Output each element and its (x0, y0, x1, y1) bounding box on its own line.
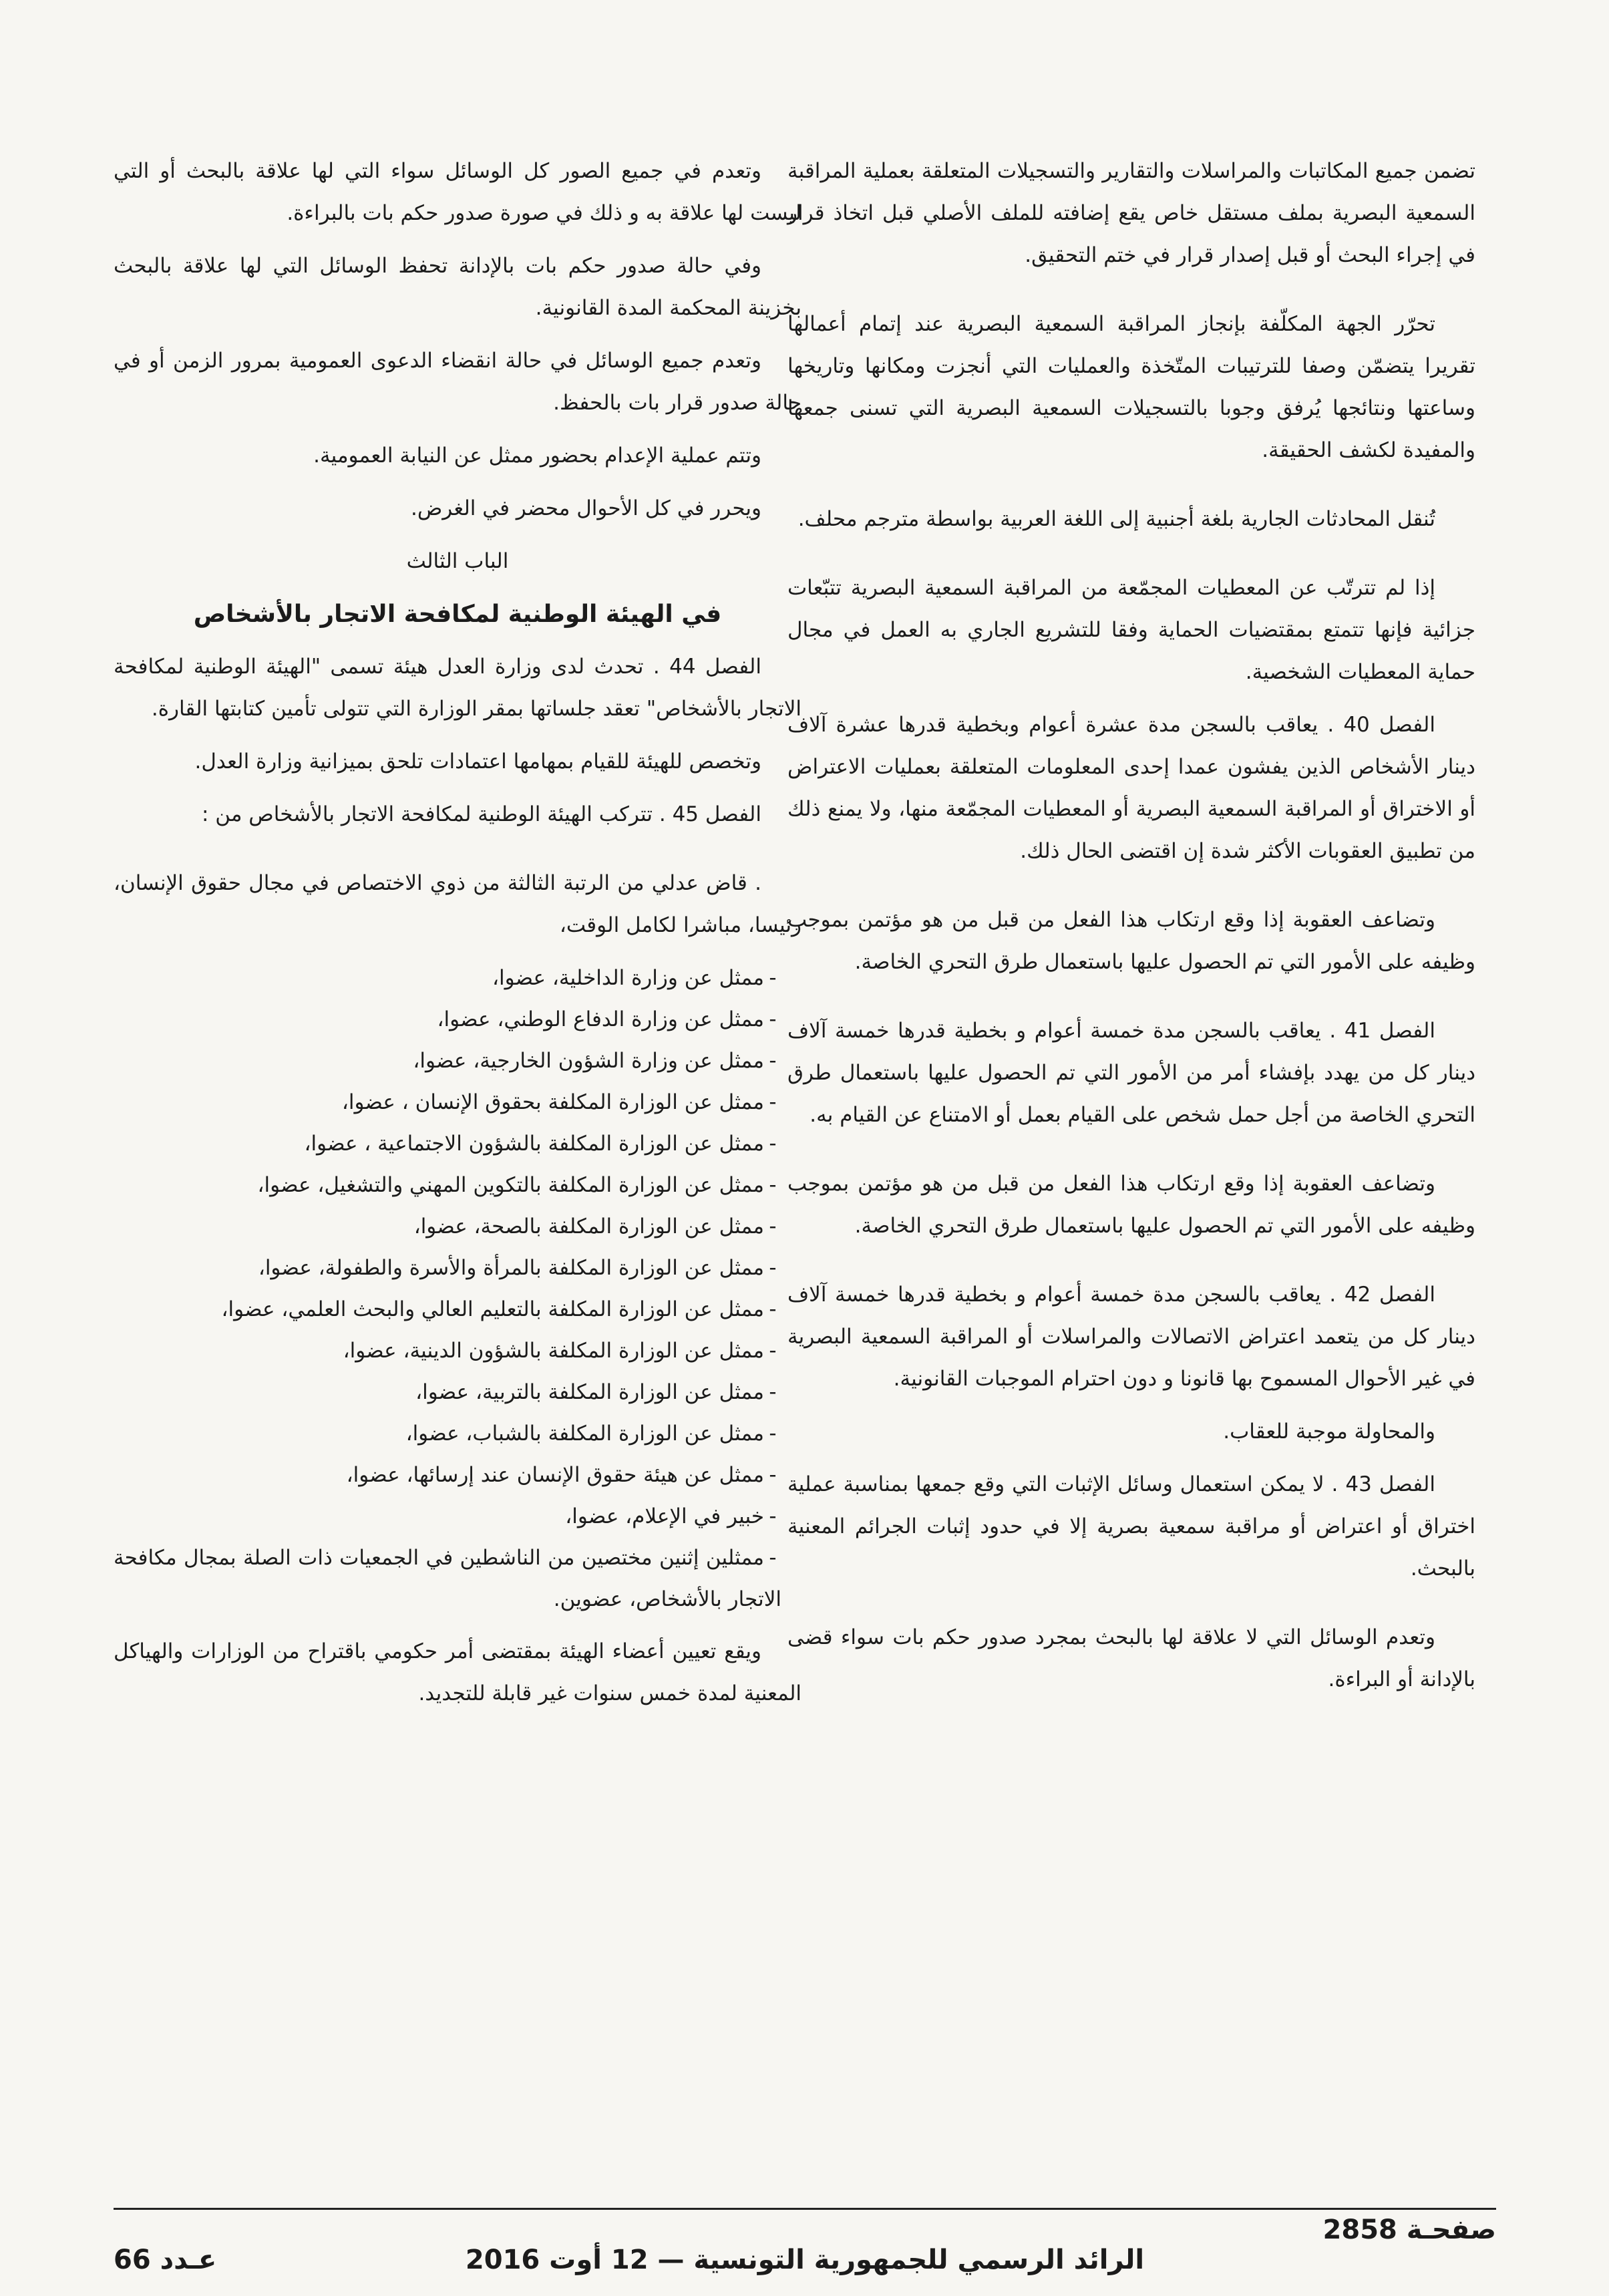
paragraph: والمحاولة موجبة للعقاب. (1223, 1420, 1435, 1444)
article-41: الفصل 41 . يعاقب بالسجن مدة خمسة أعوام و بخطية قدرها خمسة آلاف دينار كل من يهدد بإفشاء أمر من الأمور التي تم الحصول عليها باستعمال طرق التحري الخاصة من أجل حمل شخص على القيام بعمل أو الامتناع عن القيام به. (787, 1019, 1475, 1127)
paragraph: وتضاعف العقوبة إذا وقع ارتكاب هذا الفعل من قبل من هو مؤتمن بموجب وظيفه على الأمور التي تم الحصول عليها باستعمال طرق التحري الخاصة. (787, 908, 1475, 974)
list-item: -ممثل عن الوزارة المكلفة بالتكوين المهني والتشغيل، عضوا، (257, 1173, 777, 1197)
article-43: الفصل 43 . لا يمكن استعمال وسائل الإثبات التي وقع جمعها بمناسبة عملية اختراق أو اعتراض أو مراقبة سمعية بصرية إلا في حدود إثبات الجرائم المعنية بالبحث. (787, 1472, 1475, 1581)
president-item (114, 862, 801, 947)
chapter-label: الباب الثالث (406, 549, 509, 573)
chapter-title: في الهيئة الوطنية لمكافحة الاتجار بالأشخاص (193, 601, 722, 628)
list-item: -ممثل عن الوزارة المكلفة بحقوق الإنسان ، عضوا، (341, 1090, 777, 1114)
list-item: -ممثل عن الوزارة المكلفة بالشؤون الدينية، عضوا، (343, 1339, 777, 1363)
president-text: قاض عدلي من الرتبة الثالثة من ذوي الاختصاص في مجال حقوق الإنسان، رئيسا، مباشرا لكامل الوقت، (114, 871, 801, 937)
paragraph: تحرّر الجهة المكلّفة بإنجاز المراقبة السمعية البصرية عند إتمام أعمالها تقريرا يتضمّن وصفا للترتيبات المتّخذة والعمليات التي أنجزت ومكانها وتاريخها وساعتها ونتائجها يُرفق وجوبا بالتسجيلات السمعية البصرية التي تسنى جمعها والمفيدة لكشف الحقيقة. (787, 312, 1475, 462)
list-item: -ممثل عن وزارة الداخلية، عضوا، (492, 966, 777, 990)
footer-divider (114, 2208, 1496, 2210)
left-column (114, 150, 801, 1726)
paragraph: وتتم عملية الإعدام بحضور ممثل عن النيابة العمومية. (313, 444, 761, 468)
paragraph: وتعدم جميع الوسائل في حالة انقضاء الدعوى العمومية بمرور الزمن أو في حالة صدور قرار بات بالحفظ. (114, 349, 801, 415)
members-list (114, 957, 801, 1620)
list-item: -خبير في الإعلام، عضوا، (565, 1504, 777, 1528)
list-item: -ممثل عن الوزارة المكلفة بالمرأة والأسرة والطفولة، عضوا، (258, 1256, 777, 1280)
article-40: الفصل 40 . يعاقب بالسجن مدة عشرة أعوام وبخطية قدرها عشرة آلاف دينار الأشخاص الذين يفشون عمدا إحدى المعلومات المتعلقة بعمليات الاعتراض أو الاختراق أو المراقبة السمعية البصرية أو المعطيات المجمّعة منها، ولا يمنع ذلك من تطبيق العقوبات الأكثر شدة إن اقتضى الحال ذلك. (787, 713, 1475, 863)
paragraph: تُنقل المحادثات الجارية بلغة أجنبية إلى اللغة العربية بواسطة مترجم محلف. (797, 507, 1435, 531)
article-42: الفصل 42 . يعاقب بالسجن مدة خمسة أعوام و بخطية قدرها خمسة آلاف دينار كل من يتعمد اعتراض الاتصالات والمراسلات أو المراقبة السمعية البصرية في غير الأحوال المسموح بها قانونا و دون احترام الموجبات القانونية. (787, 1283, 1475, 1391)
list-item: -ممثل عن الوزارة المكلفة بالصحة، عضوا، (413, 1214, 777, 1239)
paragraph: وتعدم الوسائل التي لا علاقة لها بالبحث بمجرد صدور حكم بات سواء قضى بالإدانة أو البراءة. (787, 1625, 1475, 1691)
list-item: -ممثل عن وزارة الشؤون الخارجية، عضوا، (413, 1049, 777, 1073)
list-item: -ممثل عن الوزارة المكلفة بالتعليم العالي والبحث العلمي، عضوا، (221, 1297, 777, 1321)
list-item: -ممثلين إثنين مختصين من الناشطين في الجمعيات ذات الصلة بمجال مكافحة الاتجار بالأشخاص، عضوين. (114, 1546, 781, 1611)
paragraph: وتخصص للهيئة للقيام بمهامها اعتمادات تلحق بميزانية وزارة العدل. (194, 750, 761, 774)
list-item: -ممثل عن وزارة الدفاع الوطني، عضوا، (437, 1007, 777, 1031)
paragraph: وتضاعف العقوبة إذا وقع ارتكاب هذا الفعل من قبل من هو مؤتمن بموجب وظيفه على الأمور التي تم الحصول عليها باستعمال طرق التحري الخاصة. (787, 1172, 1475, 1238)
paragraph: وتعدم في جميع الصور كل الوسائل سواء التي لها علاقة بالبحث أو التي ليست لها علاقة به و ذلك في صورة صدور حكم بات بالبراءة. (114, 159, 801, 225)
journal-title: الرائد الرسمي للجمهورية التونسية — 12 أوت 2016 (465, 2245, 1145, 2275)
paragraph: تضمن جميع المكاتبات والمراسلات والتقارير والتسجيلات المتعلقة بعملية المراقبة السمعية البصرية بملف مستقل خاص يقع إضافته للملف الأصلي قبل اتخاذ قرار في إجراء البحث أو قبل إصدار قرار في ختم التحقيق. (787, 159, 1475, 267)
right-column (787, 150, 1475, 1711)
dash: . (747, 871, 761, 895)
list-item: -ممثل عن الوزارة المكلفة بالشؤون الاجتماعية ، عضوا، (304, 1132, 777, 1156)
list-item: -ممثل عن الوزارة المكلفة بالتربية، عضوا، (415, 1380, 777, 1404)
page-footer (114, 2215, 1496, 2275)
article-45: الفصل 45 . تتركب الهيئة الوطنية لمكافحة الاتجار بالأشخاص من : (201, 802, 761, 826)
list-item: -ممثل عن هيئة حقوق الإنسان عند إرسائها، عضوا، (346, 1463, 777, 1487)
issue-number: عـدد 66 (114, 2245, 217, 2275)
list-item: -ممثل عن الوزارة المكلفة بالشباب، عضوا، (405, 1422, 777, 1446)
paragraph: ويحرر في كل الأحوال محضر في الغرض. (410, 496, 761, 520)
article-44: الفصل 44 . تحدث لدى وزارة العدل هيئة تسمى "الهيئة الوطنية لمكافحة الاتجار بالأشخاص" تعقد جلساتها بمقر الوزارة التي تتولى تأمين كتابتها القارة. (114, 655, 801, 721)
page-number: صفحـة 2858 (1322, 2215, 1496, 2245)
paragraph: وفي حالة صدور حكم بات بالإدانة تحفظ الوسائل التي لها علاقة بالبحث بخزينة المحكمة المدة القانونية. (114, 254, 801, 320)
paragraph: ويقع تعيين أعضاء الهيئة بمقتضى أمر حكومي باقتراح من الوزارات والهياكل المعنية لمدة خمس سنوات غير قابلة للتجديد. (114, 1639, 801, 1705)
paragraph: إذا لم تترتّب عن المعطيات المجمّعة من المراقبة السمعية البصرية تتبّعات جزائية فإنها تتمتع بمقتضيات الحماية وفقا للتشريع الجاري به العمل في مجال حماية المعطيات الشخصية. (787, 576, 1475, 684)
